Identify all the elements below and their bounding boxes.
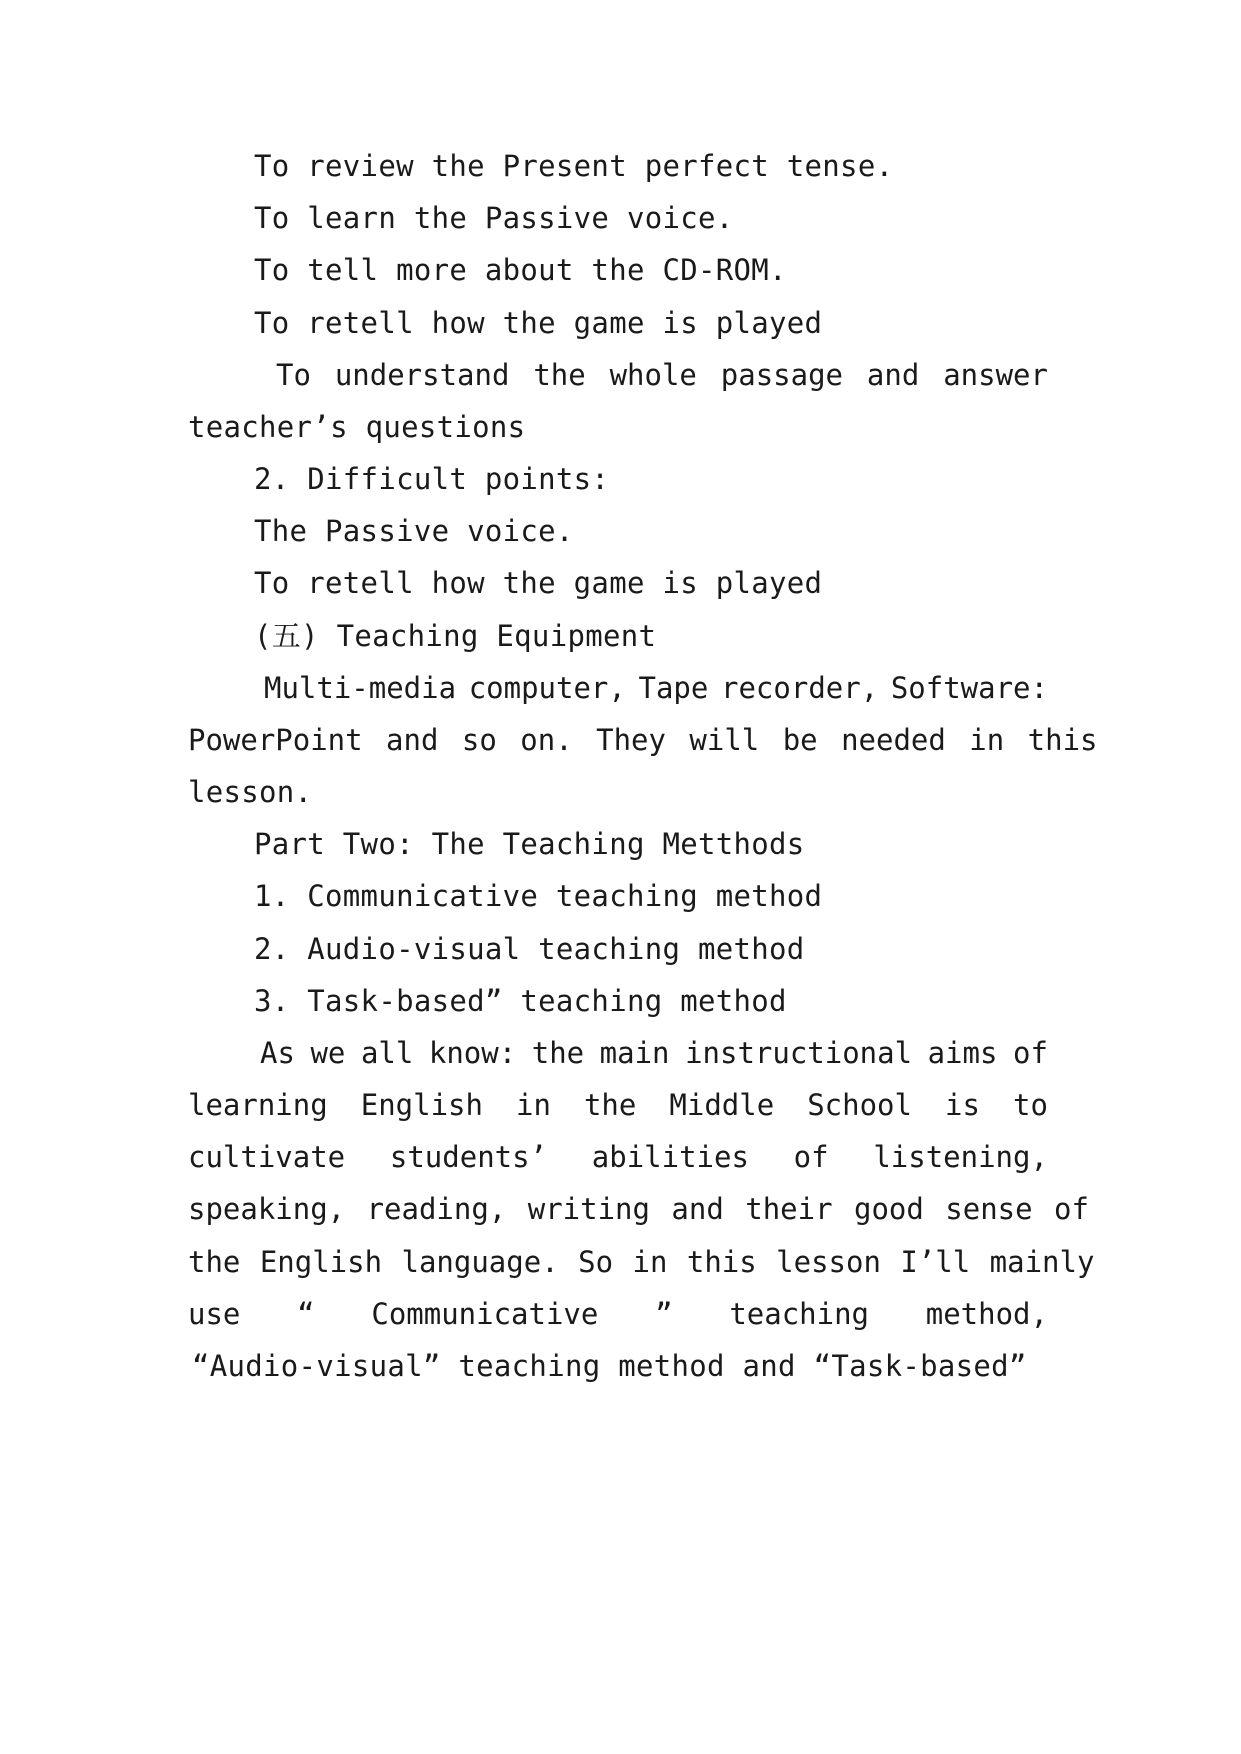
word: Communicative [371,1297,599,1331]
paragraph-line-1 [260,1035,1048,1071]
word: learning [188,1088,328,1122]
paragraph-line-3 [188,1139,1048,1175]
paragraph-line-5 [188,1244,1095,1280]
paragraph-line-4-text: speaking, reading, writing and their good sense of [188,1192,1089,1226]
word: passage [720,358,844,392]
word: answer [943,358,1048,392]
word: As [260,1036,295,1070]
word: Software: [890,671,1048,705]
word: To [276,358,311,392]
word: teaching [729,1297,869,1331]
word: method, [925,1297,1048,1331]
word: whole [609,358,697,392]
paragraph-line-2 [188,1087,1048,1123]
equipment-line-2 [188,722,1098,758]
paragraph-line-7: “Audio-visual” teaching method and “Task-based” [192,1349,1027,1383]
method-audio-visual: 2. Audio-visual teaching method [254,932,805,966]
word: of [793,1140,829,1174]
word: computer, [468,671,626,705]
word: know: [428,1036,517,1070]
word: students’ [389,1140,548,1174]
word: School [807,1088,912,1122]
word: the [533,358,586,392]
objective-understand-passage [276,357,1048,393]
word: English [360,1088,483,1122]
word: the [583,1088,637,1122]
paragraph-line-4 [188,1191,1089,1227]
word: Tape [638,671,709,705]
word: listening, [873,1140,1048,1174]
word: “ [297,1297,315,1331]
word: of [1012,1036,1048,1070]
word: ” [655,1297,673,1331]
objective-retell-game: To retell how the game is played [254,306,823,340]
word: use [188,1297,241,1331]
word: Multi-media [264,671,457,705]
word: cultivate [188,1140,346,1174]
objective-review-tense: To review the Present perfect tense. [254,149,894,183]
objective-cdrom: To tell more about the CD-ROM. [254,253,787,287]
difficult-retell: To retell how the game is played [254,566,823,600]
word: in [516,1088,551,1122]
equipment-line-3: lesson. [188,775,313,809]
word: recorder, [721,671,879,705]
word: all [360,1036,414,1070]
word: aims [927,1036,998,1070]
word: is [945,1088,980,1122]
word: we [310,1036,346,1070]
paragraph-line-5-text: the English language. So in this lesson I’ll mainly [188,1245,1095,1279]
word: abilities [591,1140,749,1174]
word: and [866,358,920,392]
objective-learn-passive: To learn the Passive voice. [254,201,734,235]
word: instructional [685,1036,913,1070]
heading-difficult-points: 2. Difficult points: [254,462,610,496]
word: understand [334,358,510,392]
heading-part-two: Part Two: The Teaching Metthods [254,827,805,861]
word: Middle [669,1088,775,1122]
method-task-based: 3. Task-based” teaching method [254,984,787,1018]
paragraph-line-6 [188,1296,1048,1332]
equipment-line-2-text: PowerPoint and so on. They will be needed in this [188,723,1098,757]
difficult-passive: The Passive voice. [254,514,574,548]
word: the [531,1036,585,1070]
heading-teaching-equipment: (五) Teaching Equipment [254,619,657,653]
word: main [599,1036,670,1070]
word: to [1013,1088,1048,1122]
equipment-line-1 [264,670,1048,706]
method-communicative: 1. Communicative teaching method [254,879,823,913]
objective-understand-continued: teacher’s questions [188,410,526,444]
